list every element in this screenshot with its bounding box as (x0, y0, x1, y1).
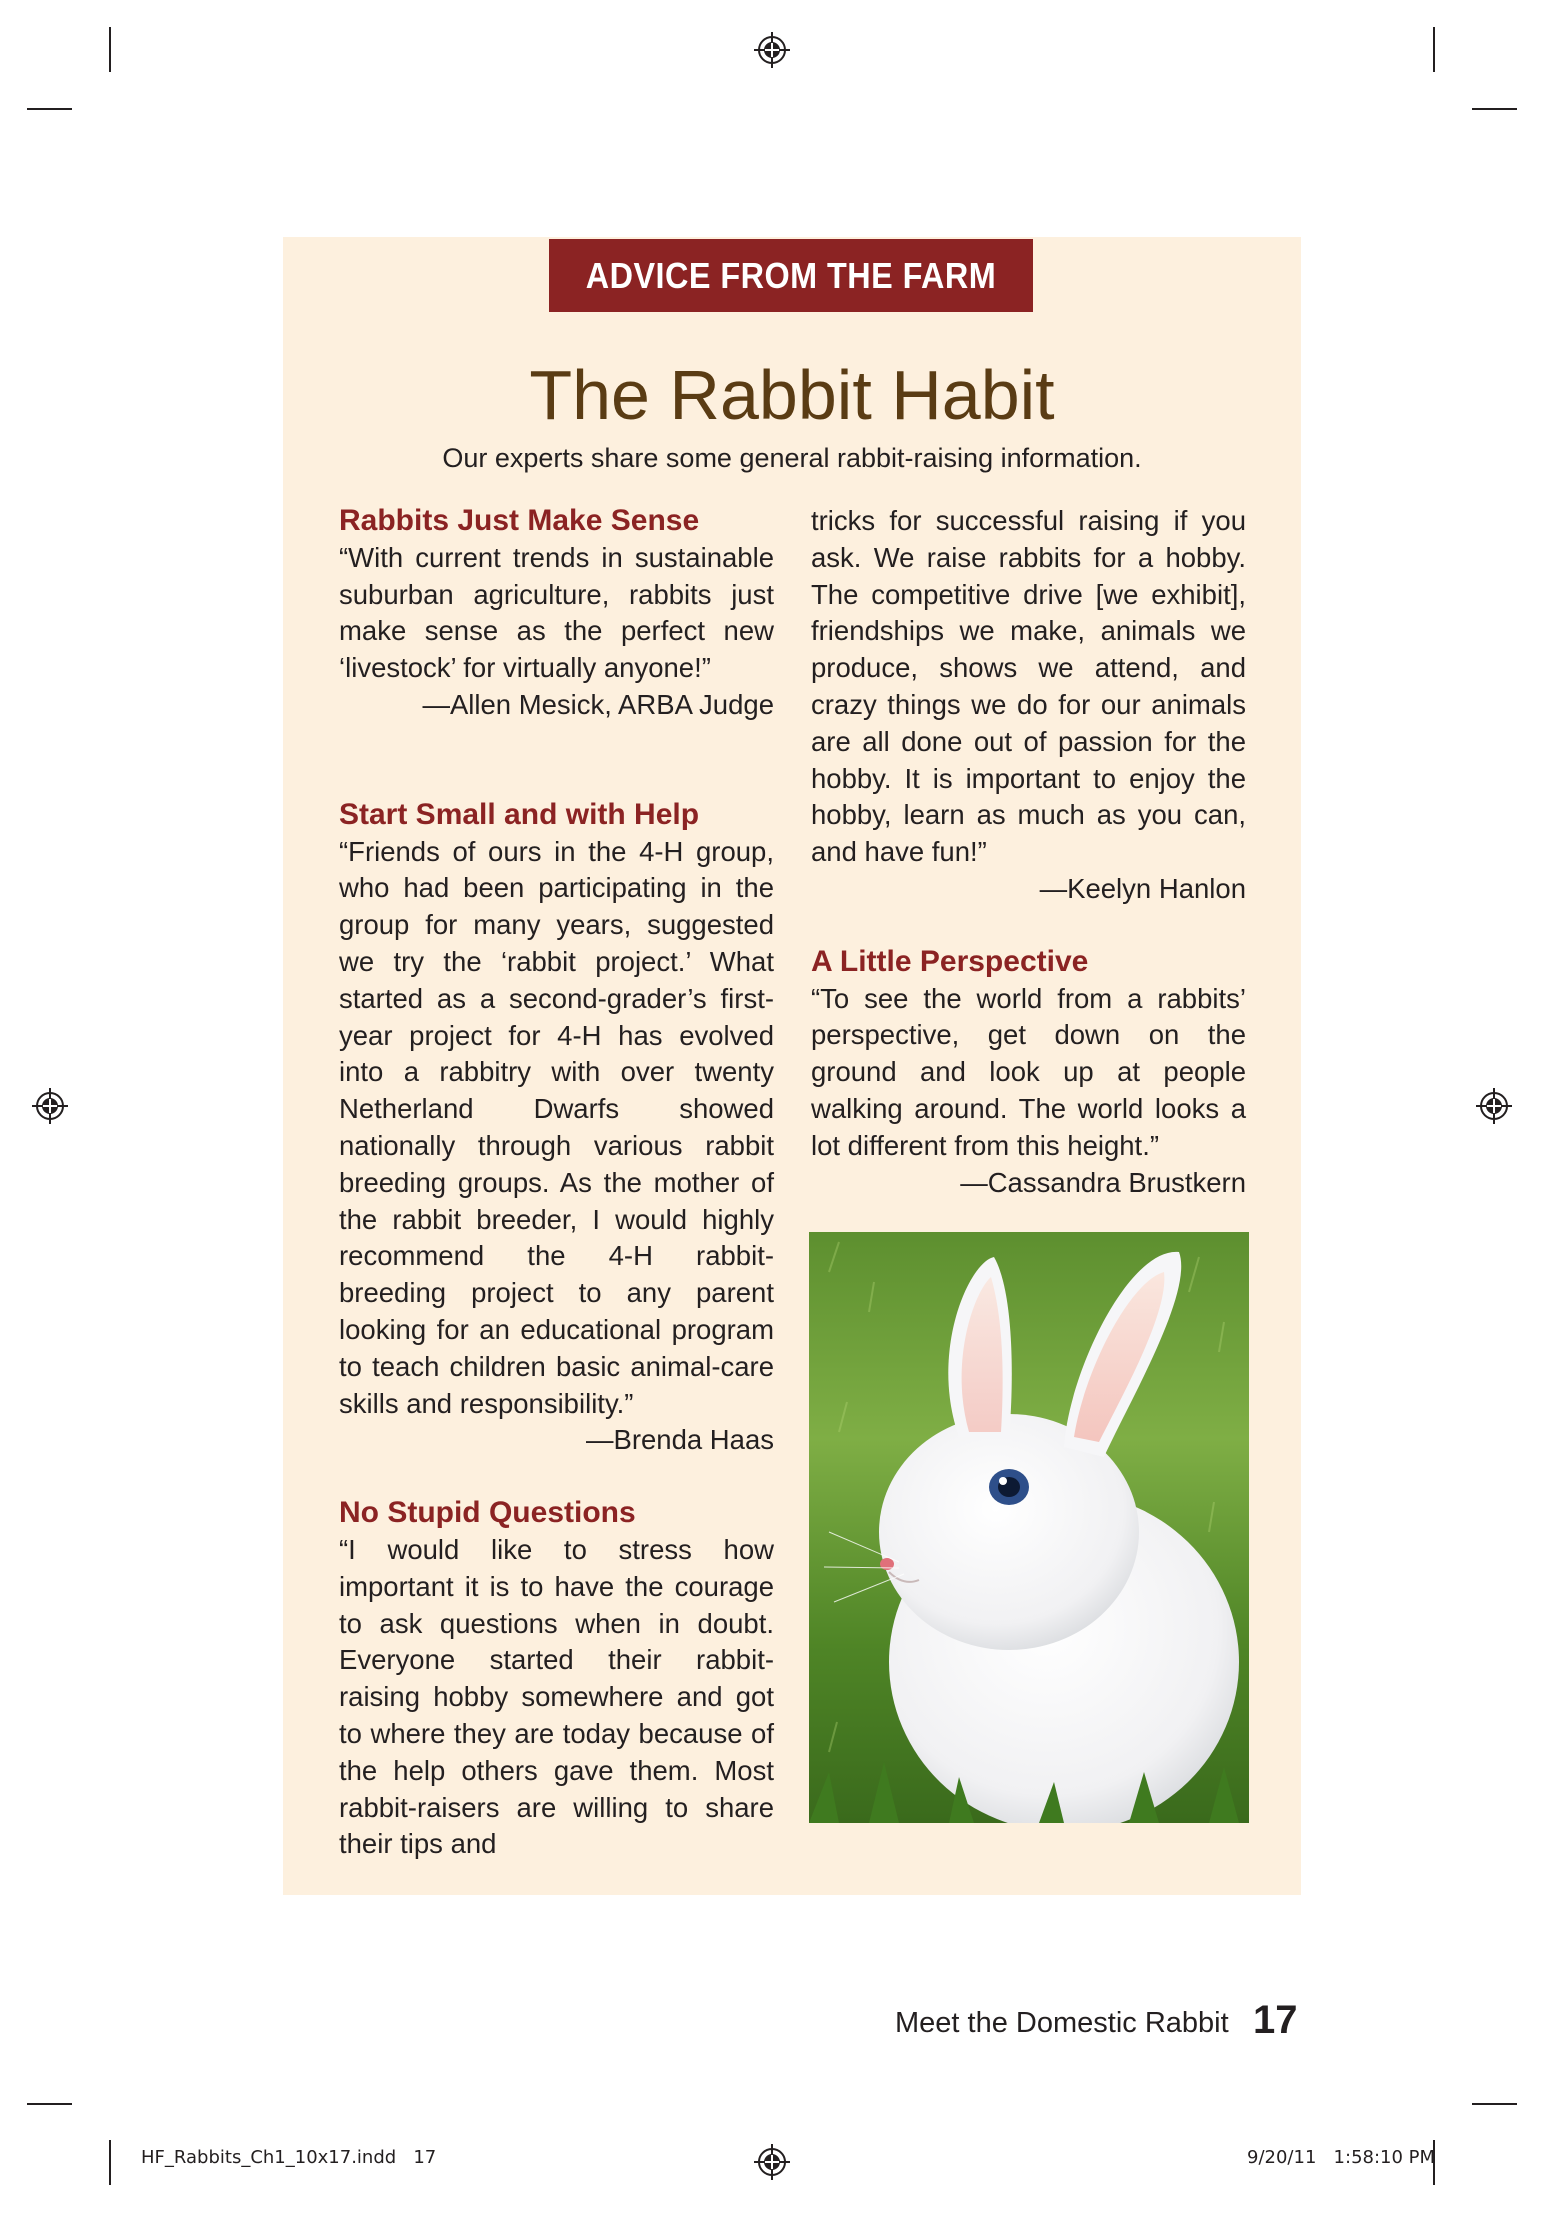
section-heading: No Stupid Questions (339, 1496, 636, 1530)
page-subtitle: Our experts share some general rabbit-raising information. (442, 443, 1142, 473)
registration-mark-icon (32, 1088, 68, 1124)
crop-mark (1472, 2103, 1517, 2105)
section-banner: ADVICE FROM THE FARM (549, 239, 1033, 312)
date-slug: 9/20/11 1:58:10 PM (1247, 2147, 1436, 2168)
crop-mark (109, 27, 111, 72)
quote-attribution: —Allen Mesick, ARBA Judge (422, 688, 774, 720)
crop-mark (27, 2103, 72, 2105)
registration-mark-icon (754, 32, 790, 68)
left-column (339, 503, 774, 1863)
quote-text: “To see the world from a rabbits’ perspective, get down on the ground and look up at people walking around. The world looks a lot different from this height.” (811, 982, 1246, 1161)
page-number: 17 (1253, 1998, 1298, 2042)
quote-text: tricks for successful raising if you ask. We raise rabbits for a hobby. The competitive drive [we exhibit], friendships we make, animals we produce, shows we attend, and crazy things we do for our animals are all done out of passion for the hobby. It is important to enjoy the hobby, learn as much as you can, and have fun!” (811, 505, 1246, 868)
white-rabbit-image (809, 1232, 1249, 1823)
crop-mark (1472, 108, 1517, 110)
registration-mark-icon (1476, 1088, 1512, 1124)
quote-attribution: —Brenda Haas (585, 1424, 774, 1456)
running-title: Meet the Domestic Rabbit (895, 2007, 1229, 2039)
right-column (811, 503, 1246, 1201)
crop-mark (1433, 27, 1435, 72)
quote-attribution: —Keelyn Hanlon (1039, 872, 1246, 904)
page-title: The Rabbit Habit (529, 356, 1055, 434)
rabbit-photo (809, 1232, 1249, 1823)
crop-mark (109, 2140, 111, 2185)
section-heading: Rabbits Just Make Sense (339, 504, 700, 537)
registration-mark-icon (754, 2144, 790, 2180)
quote-text: “Friends of ours in the 4-H group, who had been participating in the group for many years, suggested we try the ‘rabbit project.’ What started as a second-grader’s first-year project for 4-H has evolved into a rabbitry with over twenty Netherland Dwarfs showed nationally through various rabbit breeding groups. As the mother of the rabbit breeder, I would highly recommend the 4-H rabbit-breeding project to any parent looking for an educational program to teach children basic animal-care skills and responsibility.” (339, 835, 774, 1419)
section-heading: Start Small and with Help (339, 797, 700, 831)
section-heading: A Little Perspective (811, 944, 1089, 978)
quote-attribution: —Cassandra Brustkern (960, 1166, 1246, 1198)
quote-text: “I would like to stress how important it is to have the courage to ask questions when in doubt. Everyone started their rabbit-raising hobby somewhere and got to where they are today because of the help others gave them. Most rabbit-raisers are willing to share their tips and (339, 1533, 774, 1860)
crop-mark (27, 108, 72, 110)
file-slug: HF_Rabbits_Ch1_10x17.indd 17 (141, 2147, 437, 2168)
quote-text: “With current trends in sustainable suburban agriculture, rabbits just make sense as the perfect new ‘livestock’ for virtually anyone!” (339, 541, 774, 684)
